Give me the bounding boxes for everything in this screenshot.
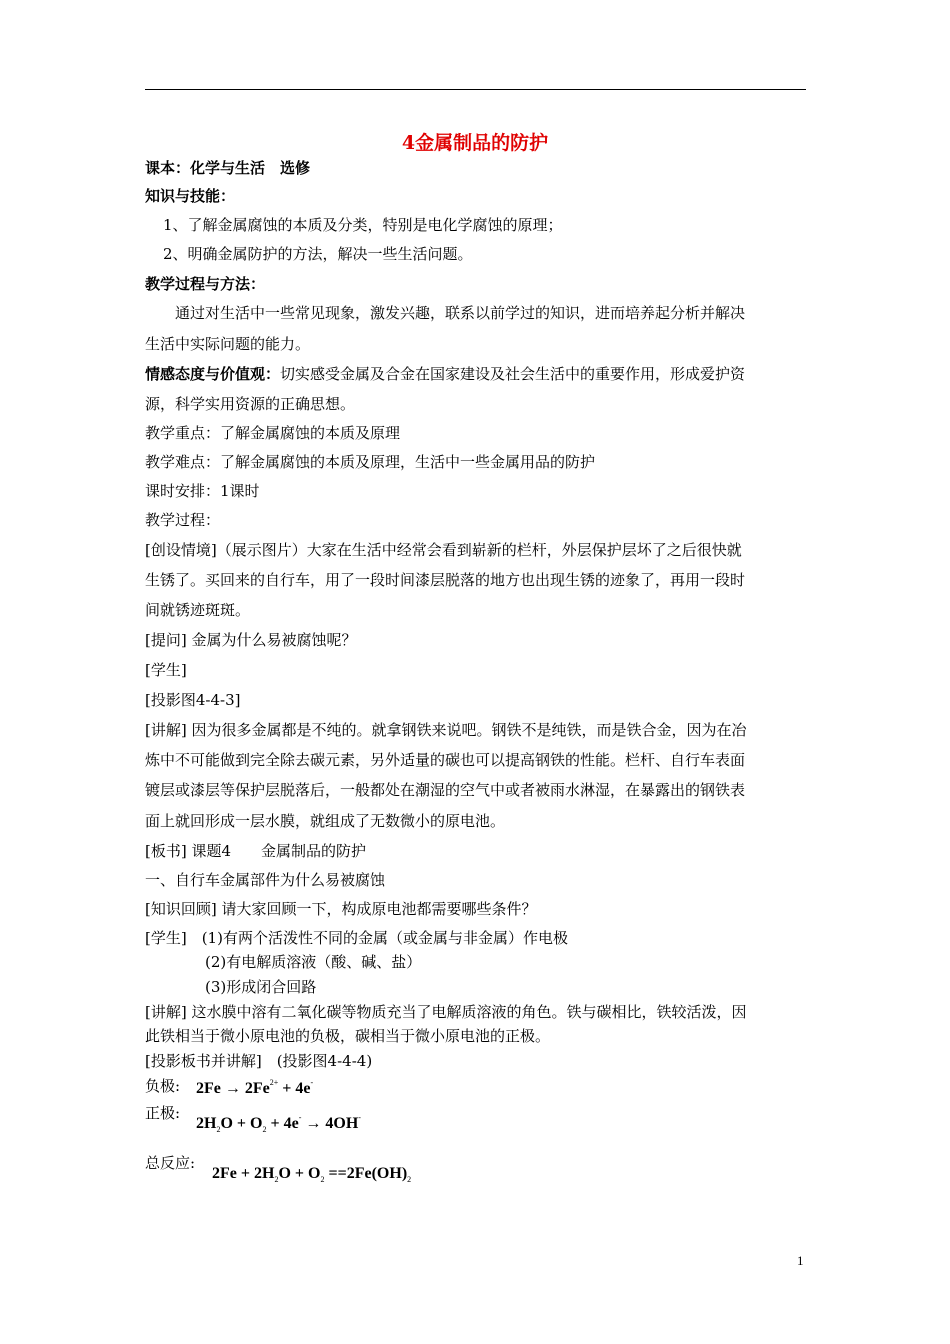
- knowledge-label: 知识与技能：: [145, 187, 236, 205]
- body-line: (2)有电解质溶液（酸、碱、盐）: [145, 953, 422, 971]
- body-line: [知识回顾] 请大家回顾一下，构成原电池都需要哪些条件？: [145, 900, 537, 918]
- body-line: 一、自行车金属部件为什么易被腐蚀: [145, 871, 386, 889]
- body-line: [创设情境]（展示图片）大家在生活中经常会看到崭新的栏杆，外层保护层坏了之后很快就: [145, 541, 742, 559]
- body-line: [板书] 课题4 金属制品的防护: [145, 842, 367, 860]
- overall-equation: $2Fe + 2H_2O + O_2 ==2Fe(OH)_2$: [212, 1165, 412, 1184]
- document-title: 4金属制品的防护: [401, 132, 549, 154]
- negative-equation: $2Fe \to 2Fe^{2+} + 4e^-$: [196, 1078, 314, 1097]
- textbook-label: 课本：化学与生活 选修: [145, 159, 311, 177]
- process-line: 生活中实际问题的能力。: [145, 335, 311, 353]
- knowledge-item: 2、明确金属防护的方法，解决一些生活问题。: [163, 245, 473, 263]
- schedule: 课时安排：1课时: [145, 482, 260, 500]
- overall-label: 总反应:: [145, 1154, 196, 1172]
- body-line: 炼中不可能做到完全除去碳元素，另外适量的碳也可以提高钢铁的性能。栏杆、自行车表面: [145, 751, 746, 769]
- positive-label: 正极:: [145, 1104, 181, 1122]
- body-line: [投影图4-4-3]: [145, 691, 241, 709]
- attitude-text: 切实感受金属及合金在国家建设及社会生活中的重要作用，形成爱护资: [280, 365, 746, 383]
- body-line: (3)形成闭合回路: [145, 978, 317, 996]
- negative-label: 负极:: [145, 1077, 181, 1095]
- attitude-line: 源，科学实用资源的正确思想。: [145, 395, 356, 413]
- body-line: [学生] (1)有两个活泼性不同的金属（或金属与非金属）作电极: [145, 929, 568, 947]
- body-line: [提问] 金属为什么易被腐蚀呢？: [145, 631, 357, 649]
- key-point: 教学重点：了解金属腐蚀的本质及原理: [145, 424, 401, 442]
- body-line: 镀层或漆层等保护层脱落后，一般都处在潮湿的空气中或者被雨水淋湿，在暴露出的钢铁表: [145, 781, 746, 799]
- attitude-label: 情感态度与价值观：: [145, 365, 281, 383]
- body-line: 此铁相当于微小原电池的负极，碳相当于微小原电池的正极。: [145, 1027, 551, 1045]
- process-label: 教学过程与方法：: [145, 275, 266, 293]
- attitude-line: [145, 364, 745, 384]
- body-line: [投影板书并讲解] (投影图4-4-4): [145, 1052, 373, 1070]
- body-line: [学生]: [145, 661, 187, 679]
- difficulty: 教学难点：了解金属腐蚀的本质及原理，生活中一些金属用品的防护: [145, 453, 596, 471]
- body-line: 生锈了。买回来的自行车，用了一段时间漆层脱落的地方也出现生锈的迹象了，再用一段时: [145, 571, 746, 589]
- positive-equation: $2H_2O + O_2 + 4e^- \to 4OH^-$: [196, 1113, 361, 1134]
- page-number: 1: [797, 1253, 804, 1268]
- process-heading: 教学过程：: [145, 511, 221, 529]
- body-line: [讲解] 这水膜中溶有二氧化碳等物质充当了电解质溶液的角色。铁与碳相比，铁较活泼，因: [145, 1003, 747, 1021]
- body-line: 面上就回形成一层水膜，就组成了无数微小的原电池。: [145, 812, 506, 830]
- body-line: [讲解] 因为很多金属都是不纯的。就拿钢铁来说吧。钢铁不是纯铁，而是铁合金，因为在冶: [145, 721, 747, 739]
- body-line: 间就锈迹斑斑。: [145, 601, 251, 619]
- header-rule: [145, 89, 806, 90]
- process-line: 通过对生活中一些常见现象，激发兴趣，联系以前学过的知识，进而培养起分析并解决: [175, 304, 746, 322]
- knowledge-item: 1、了解金属腐蚀的本质及分类，特别是电化学腐蚀的原理；: [163, 216, 563, 234]
